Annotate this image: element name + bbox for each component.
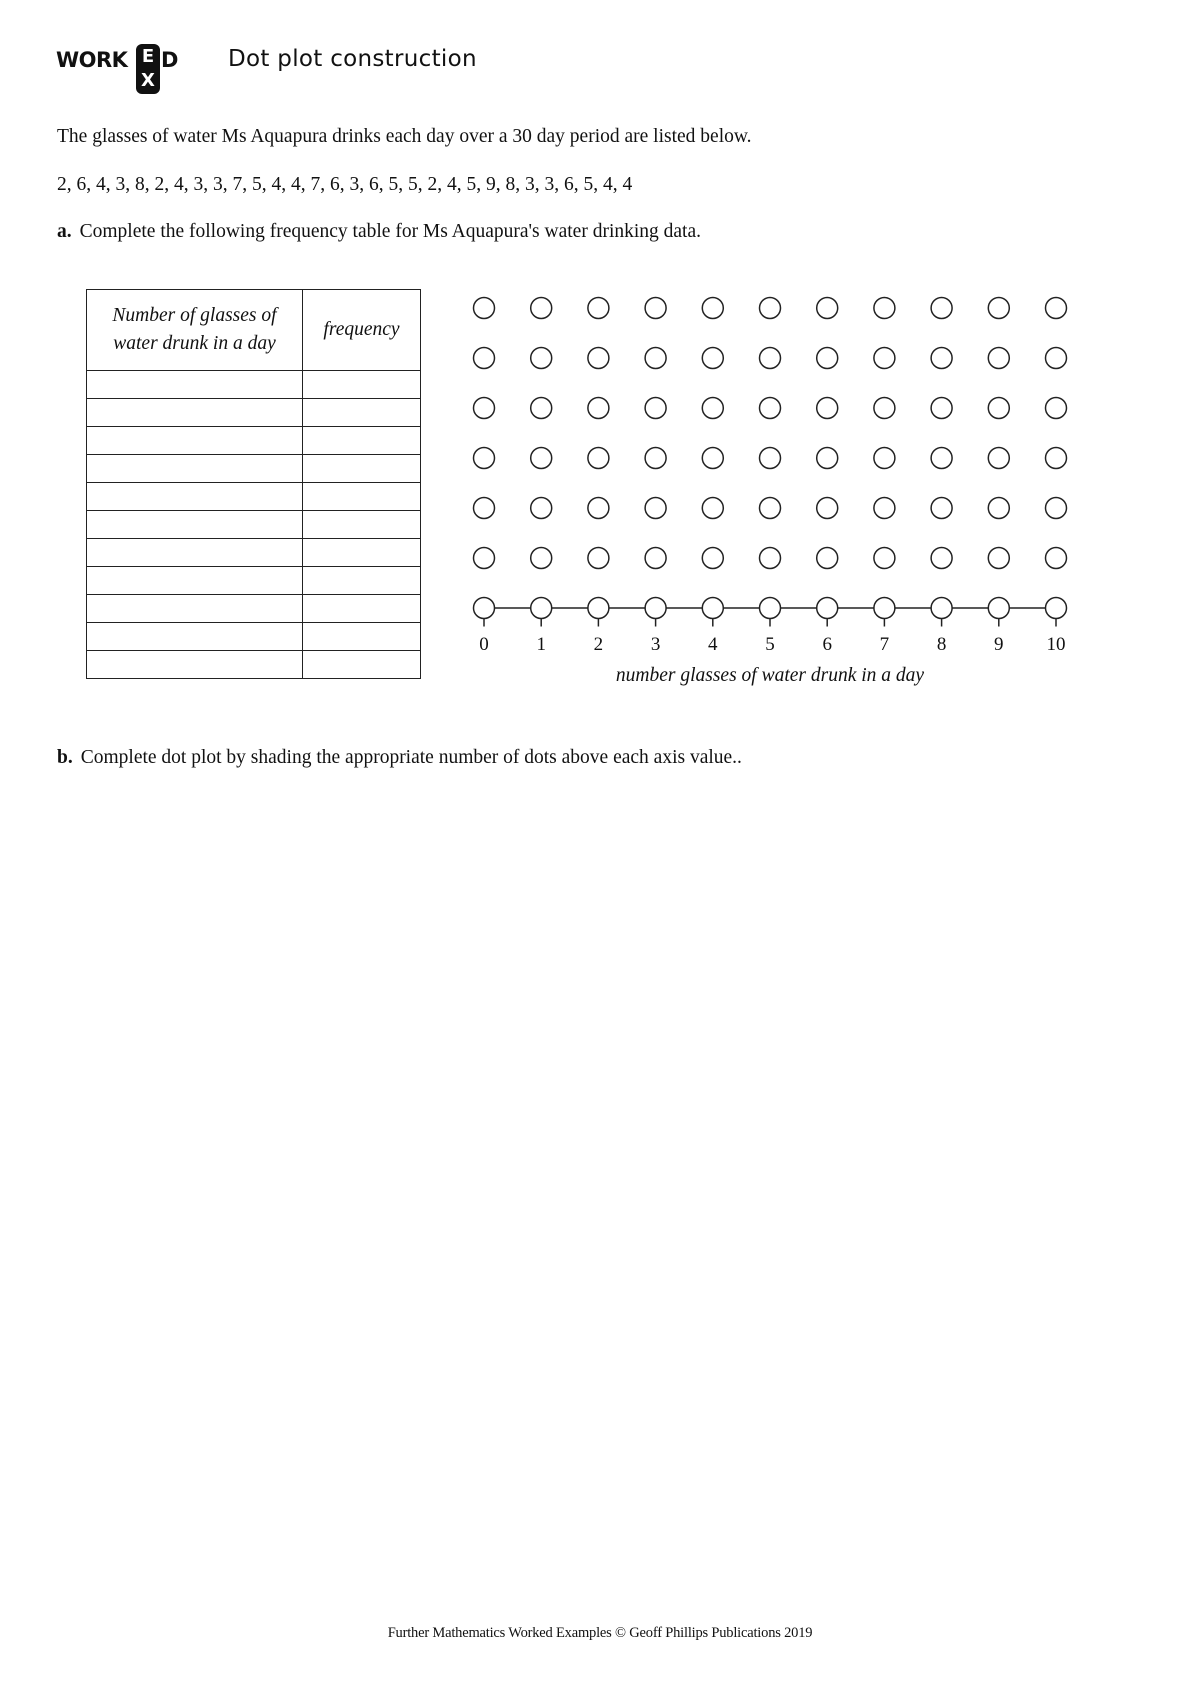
- plot-dot[interactable]: [931, 298, 952, 319]
- plot-dot[interactable]: [588, 348, 609, 369]
- plot-dot[interactable]: [702, 348, 723, 369]
- axis-dot[interactable]: [645, 598, 666, 619]
- axis-dot[interactable]: [588, 598, 609, 619]
- plot-dot[interactable]: [588, 298, 609, 319]
- plot-dot[interactable]: [988, 448, 1009, 469]
- plot-dot[interactable]: [474, 398, 495, 419]
- plot-dot[interactable]: [988, 498, 1009, 519]
- plot-dot[interactable]: [645, 398, 666, 419]
- plot-dot[interactable]: [1046, 548, 1067, 569]
- plot-dot[interactable]: [988, 398, 1009, 419]
- plot-dot[interactable]: [474, 498, 495, 519]
- plot-dot[interactable]: [588, 498, 609, 519]
- axis-dot[interactable]: [702, 598, 723, 619]
- plot-dot[interactable]: [588, 548, 609, 569]
- plot-dot[interactable]: [531, 448, 552, 469]
- x-axis-label: number glasses of water drunk in a day: [615, 665, 925, 686]
- plot-dot[interactable]: [874, 398, 895, 419]
- plot-dot[interactable]: [817, 548, 838, 569]
- plot-dot[interactable]: [702, 298, 723, 319]
- plot-dot[interactable]: [702, 448, 723, 469]
- plot-dot[interactable]: [531, 498, 552, 519]
- plot-dot[interactable]: [874, 548, 895, 569]
- plot-dot[interactable]: [760, 398, 781, 419]
- question-b: [57, 747, 742, 769]
- tick-label: 8: [936, 634, 947, 655]
- tick-label: 4: [708, 634, 718, 655]
- axis-dot[interactable]: [988, 598, 1009, 619]
- axis-dot[interactable]: [474, 598, 495, 619]
- intro-text: The glasses of water Ms Aquapura drinks each day over a 30 day period are listed below.: [57, 126, 752, 147]
- plot-dot[interactable]: [531, 348, 552, 369]
- question-a-label: a.: [57, 221, 72, 242]
- page-title: Dot plot construction: [228, 46, 477, 72]
- plot-dot[interactable]: [874, 298, 895, 319]
- footer-copyright: Further Mathematics Worked Examples © Geoff Phillips Publications 2019: [387, 1625, 813, 1641]
- tick-label: 7: [879, 634, 890, 655]
- question-a-text: Complete the following frequency table for Ms Aquapura's water drinking data.: [79, 221, 702, 242]
- plot-dot[interactable]: [988, 348, 1009, 369]
- plot-dot[interactable]: [760, 448, 781, 469]
- glasses-header-line-2: water drunk in a day: [113, 333, 276, 354]
- frequency-column-header: frequency: [303, 290, 421, 371]
- plot-dot[interactable]: [760, 498, 781, 519]
- plot-dot[interactable]: [1046, 348, 1067, 369]
- data-list: 2, 6, 4, 3, 8, 2, 4, 3, 3, 7, 5, 4, 4, 7, 6, 3, 6, 5, 5, 2, 4, 5, 9, 8, 3, 3, 6, 5, 4, 4: [57, 174, 633, 195]
- plot-dot[interactable]: [702, 398, 723, 419]
- logo-box-bottom-letter: X: [141, 70, 155, 91]
- plot-dot[interactable]: [931, 448, 952, 469]
- plot-dot[interactable]: [874, 498, 895, 519]
- axis-dot[interactable]: [874, 598, 895, 619]
- axis-dot[interactable]: [760, 598, 781, 619]
- plot-dot[interactable]: [702, 548, 723, 569]
- plot-dot[interactable]: [1046, 498, 1067, 519]
- plot-dot[interactable]: [645, 298, 666, 319]
- plot-dot[interactable]: [931, 498, 952, 519]
- plot-dot[interactable]: [531, 398, 552, 419]
- tick-label: 6: [822, 634, 832, 655]
- logo-word: WORK: [56, 48, 128, 72]
- plot-dot[interactable]: [874, 448, 895, 469]
- plot-dot[interactable]: [474, 348, 495, 369]
- tick-label: 9: [994, 634, 1004, 655]
- plot-dot[interactable]: [931, 398, 952, 419]
- plot-dot[interactable]: [531, 548, 552, 569]
- plot-dot[interactable]: [760, 548, 781, 569]
- plot-dot[interactable]: [645, 498, 666, 519]
- dot-plot: [0, 0, 1200, 720]
- plot-dot[interactable]: [874, 348, 895, 369]
- plot-dot[interactable]: [988, 548, 1009, 569]
- plot-dot[interactable]: [760, 348, 781, 369]
- tick-label: 0: [479, 634, 489, 655]
- glasses-header-line-1: Number of glasses of: [112, 305, 277, 326]
- plot-dot[interactable]: [760, 298, 781, 319]
- plot-dot[interactable]: [988, 298, 1009, 319]
- logo-tail-letter: D: [161, 48, 179, 72]
- plot-dot[interactable]: [817, 298, 838, 319]
- logo-box-top-letter: E: [141, 46, 155, 67]
- question-b-text: Complete dot plot by shading the appropriate number of dots above each axis value..: [80, 747, 742, 768]
- plot-dot[interactable]: [931, 548, 952, 569]
- plot-dot[interactable]: [531, 298, 552, 319]
- plot-dot[interactable]: [474, 548, 495, 569]
- axis-dot[interactable]: [1046, 598, 1067, 619]
- plot-dot[interactable]: [1046, 398, 1067, 419]
- plot-dot[interactable]: [817, 498, 838, 519]
- tick-label: 10: [1046, 634, 1066, 655]
- axis-dot[interactable]: [931, 598, 952, 619]
- plot-dot[interactable]: [817, 398, 838, 419]
- plot-dot[interactable]: [1046, 298, 1067, 319]
- tick-label: 3: [650, 634, 661, 655]
- plot-dot[interactable]: [931, 348, 952, 369]
- axis-dot[interactable]: [531, 598, 552, 619]
- plot-dot[interactable]: [1046, 448, 1067, 469]
- plot-dot[interactable]: [474, 298, 495, 319]
- tick-label: 5: [765, 634, 775, 655]
- plot-dot[interactable]: [588, 448, 609, 469]
- tick-label: 2: [593, 634, 604, 655]
- axis-dot[interactable]: [817, 598, 838, 619]
- plot-dot[interactable]: [645, 548, 666, 569]
- plot-dot[interactable]: [588, 398, 609, 419]
- plot-dot[interactable]: [817, 448, 838, 469]
- plot-dot[interactable]: [645, 348, 666, 369]
- plot-dot[interactable]: [645, 448, 666, 469]
- plot-dot[interactable]: [474, 448, 495, 469]
- plot-dot[interactable]: [817, 348, 838, 369]
- tick-label: 1: [536, 634, 546, 655]
- plot-dot[interactable]: [702, 498, 723, 519]
- question-b-label: b.: [57, 747, 73, 768]
